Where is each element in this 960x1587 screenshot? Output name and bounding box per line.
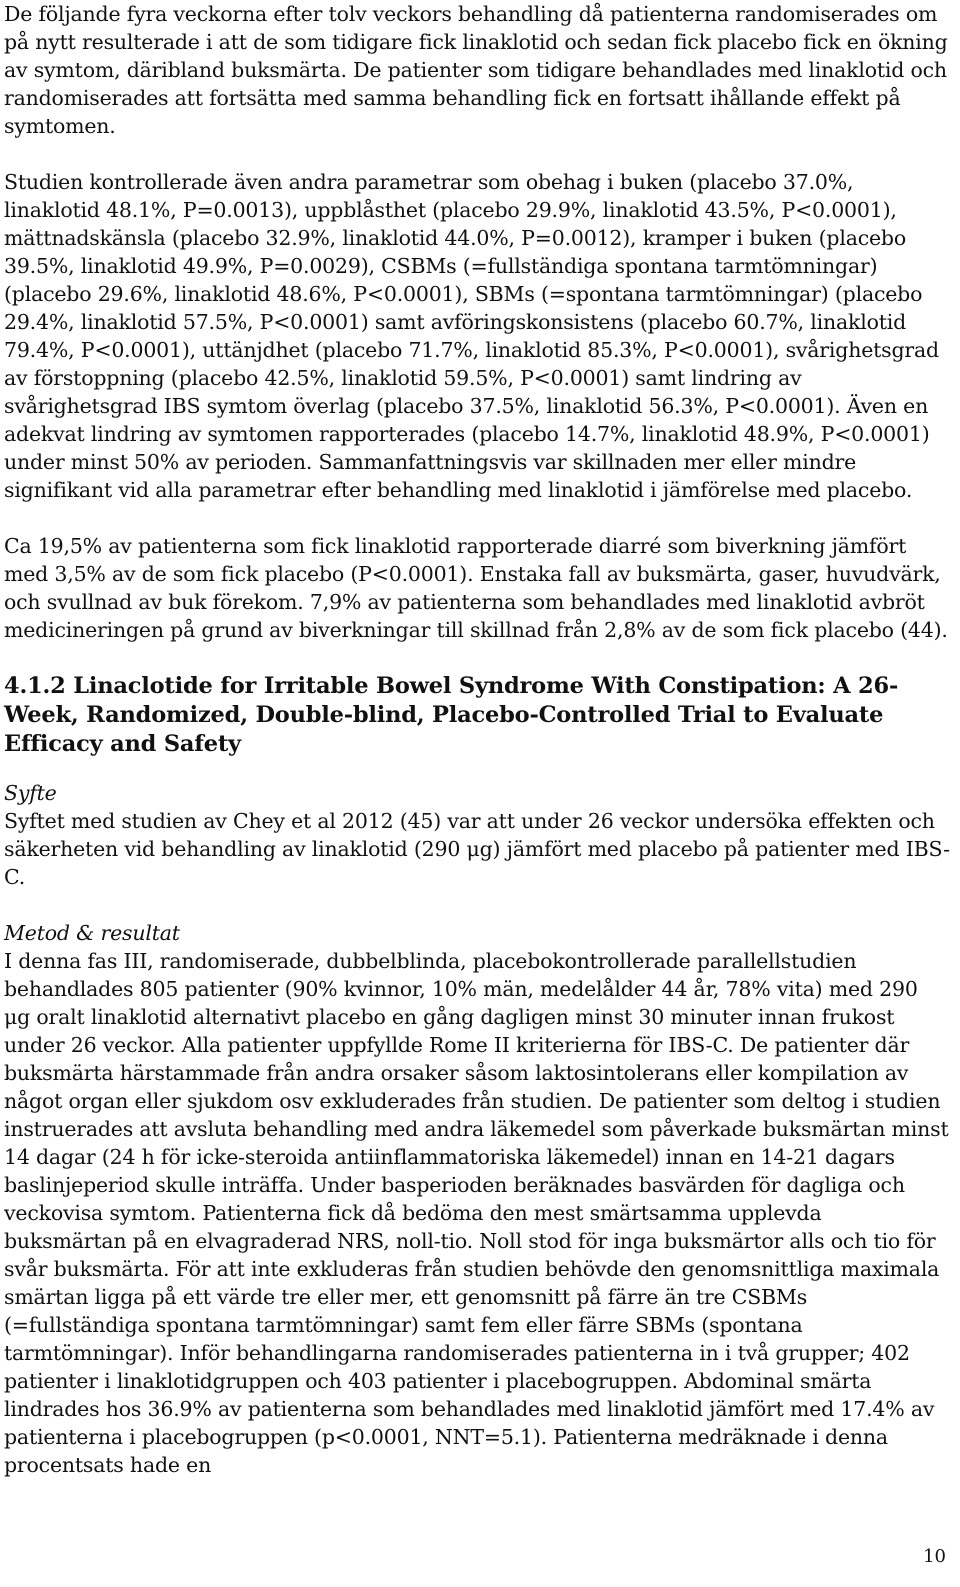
section-heading: 4.1.2 Linaclotide for Irritable Bowel Syndrome With Constipation: A 26-Week, Randomized, Double-blind, Placebo-Controlled Trial to Evaluate Efficacy and Safety (4, 673, 899, 757)
paragraph-method-results: I denna fas III, randomiserade, dubbelblinda, placebokontrollerade parallellstudien behandlades 805 patienter (90% kvinnor, 10% män, medelålder 44 år, 78% vita) med 290 μg oralt linaklotid alternativt placebo en gång dagligen minst 30 minuter innan frukost under 26 veckor. Alla patienter uppfyllde Rome II kriterierna för IBS-C. De patienter där buksmärta härstammade från andra orsaker såsom laktosintolerans eller kompilation av något organ eller sjukdom osv exkluderades från studien. De patienter som deltog i studien instruerades att avsluta behandling med andra läkemedel som påverkade buksmärtan minst 14 dagar (24 h för icke-steroida antiinflammatoriska läkemedel) innan en 14-21 dagars baslinjeperiod skulle inträffa. Under basperioden beräknades basvärden för dagliga och veckovisa symtom. Patienterna fick då bedöma den mest smärtsamma upplevda buksmärtan på en elvagraderad NRS, noll-tio. Noll stod för inga buksmärtor alls och tio för svår buksmärta. För att inte exkluderas från studien behövde den genomsnittliga maximala smärtan ligga på ett värde tre eller mer, ett genomsnitt på färre än tre CSBMs (=fullständiga spontana tarmtömningar) samt fem eller färre SBMs (spontana tarmtömningar). Inför behandlingarna randomiserades patienterna in i två grupper; 402 patienter i linaklotidgruppen och 403 patienter i placebogruppen. Abdominal smärta lindrades hos 36.9% av patienterna som behandlades med linaklotid jämfört med 17.4% av patienterna i placebogruppen (p<0.0001, NNT=5.1). Patienterna medräknade i denna procentsats hade en (4, 949, 949, 1477)
paragraph-spacer (4, 644, 950, 672)
paragraph-spacer (4, 891, 950, 919)
paragraph-adverse-effects: Ca 19,5% av patienterna som fick linaklotid rapporterade diarré som biverkning jämfört med 3,5% av de som fick placebo (P<0.0001). Enstaka fall av buksmärta, gaser, huvudvärk, och svullnad av buk förekom. 7,9% av patienterna som behandlades med linaklotid avbröt medicineringen på grund av biverkningar till skillnad från 2,8% av de som fick placebo (44). (4, 534, 948, 642)
paragraph-spacer (4, 504, 950, 532)
document-page (4, 0, 950, 1479)
paragraph-followup-randomization: De följande fyra veckorna efter tolv veckors behandling då patienterna randomiserades om på nytt resulterade i att de som tidigare fick linaklotid och sedan fick placebo fick en ökning av symtom, däribland buksmärta. De patienter som tidigare behandlades med linaklotid och randomiserades att fortsätta med samma behandling fick en fortsatt ihållande effekt på symtomen. (4, 2, 948, 138)
paragraph-spacer (4, 140, 950, 168)
subheading-purpose: Syfte (4, 781, 57, 805)
paragraph-secondary-parameters: Studien kontrollerade även andra parametrar som obehag i buken (placebo 37.0%, linaklotid 48.1%, P=0.0013), uppblåsthet (placebo 29.9%, linaklotid 43.5%, P<0.0001), mättnadskänsla (placebo 32.9%, linaklotid 44.0%, P=0.0012), kramper i buken (placebo 39.5%, linaklotid 49.9%, P=0.0029), CSBMs (=fullständiga spontana tarmtömningar) (placebo 29.6%, linaklotid 48.6%, P<0.0001), SBMs (=spontana tarmtömningar) (placebo 29.4%, linaklotid 57.5%, P<0.0001) samt avföringskonsistens (placebo 60.7%, linaklotid 79.4%, P<0.0001), uttänjdhet (placebo 71.7%, linaklotid 85.3%, P<0.0001), svårighetsgrad av förstoppning (placebo 42.5%, linaklotid 59.5%, P<0.0001) samt lindring av svårighetsgrad IBS symtom överlag (placebo 37.5%, linaklotid 56.3%, P<0.0001). Även en adekvat lindring av symtomen rapporterades (placebo 14.7%, linaklotid 48.9%, P<0.0001) under minst 50% av perioden. Sammanfattningsvis var skillnaden mer eller mindre signifikant vid alla parametrar efter behandling med linaklotid i jämförelse med placebo. (4, 170, 939, 502)
paragraph-purpose: Syftet med studien av Chey et al 2012 (45) var att under 26 veckor undersöka effekten och säkerheten vid behandling av linaklotid (290 μg) jämfört med placebo på patienter med IBS-C. (4, 809, 950, 889)
heading-spacer (4, 759, 950, 779)
page-number: 10 (923, 1546, 946, 1567)
subheading-method-results: Metod & resultat (4, 921, 180, 945)
